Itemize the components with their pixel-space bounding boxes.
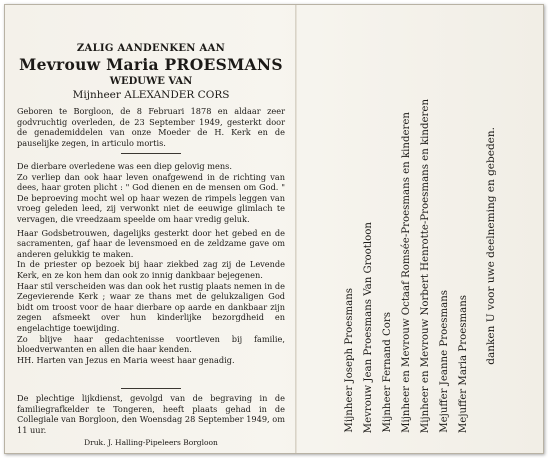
family-member: Mijnheer en Mevrouw Octaaf Romsée-Proesmans en kinderen [401,112,412,433]
printer-credit: Druk. J. Halling-Pipeleers Borgloon [84,438,218,447]
deceased-name: Mevrouw Maria PROESMANS [19,55,283,74]
body-paragraph: Haar stil verscheiden was dan ook het rustig plaats nemen in de Zegevierende Kerk ; waar ze thans met de gelukzaligen God bidt om troost voor de haar dierbare op aarde en dankbaar zijn zegen afsmeekt over hun kinderlijke bezorgdheid en engelachtige toewijding. [17,280,285,333]
left-panel [15,5,287,453]
family-member: Mejuffer Jeanne Proesmans [439,290,450,433]
body-paragraph: Haar Godsbetrouwen, dagelijks gesterkt door het gebed en de sacramenten, gaf haar de levensmoed en de zeldzame gave om anderen gelukkig te maken. [17,227,285,259]
body-paragraph: In de priester op bezoek bij haar ziekbed zag zij de Levende Kerk, en ze kon hem dan ook zo innig dankbaar bejegenen. [17,259,285,280]
fold-line [295,5,297,453]
body-paragraph: Zo blijve haar gedachtenisse voortleven bij familie, bloedverwanten en allen die haar kenden. [17,333,285,355]
family-member: Mijnheer en Mevrouw Norbert Henrotte-Proesmans en kinderen [420,98,431,433]
biography-paragraph: Geboren te Borgloon, de 8 Februari 1878 en aldaar zeer godvruchtig overleden, de 23 September 1949, gesterkt door de genademiddelen van onze Moeder de H. Kerk en de pauselijke zegen, in articulo mortis. [17,106,285,148]
thanks-line: danken U voor uwe deelneming en gebeden. [485,127,497,365]
in-memory-heading: ZALIG AANDENKEN AAN [76,43,226,54]
widow-of-label: WEDUWE VAN [109,76,193,87]
prayer-line: HH. Harten van Jezus en Maria weest haar genadig. [17,354,235,365]
separator-rule [121,153,181,154]
family-member: Mijnheer Fernand Cors [382,312,393,433]
body-paragraph: Zo verliep dan ook haar leven onafgewend in de richting van dees, haar groten plicht : " God dienen en de mensen om God. " De beproeving mocht wel op haar wezen de rimpels leggen van vroeg geleden leed, zij verwonkt niet de eeuwige glimlach te vervagen, die vreedzaam speelde om haar vredig geluk. [17,171,285,224]
body-paragraph: De dierbare overledene was een diep gelovig mens. [17,161,232,171]
family-member: Mevrouw Jean Proesmans Van Grootloon [363,221,374,433]
husband-name: Mijnheer ALEXANDER CORS [72,89,230,101]
memorial-card [4,4,544,454]
funeral-paragraph: De plechtige lijkdienst, gevolgd van de begraving in de familiegrafkelder te Tongeren, heeft plaats gehad in de Collegiale van Borgloon, den Woensdag 28 September 1949, om 11 uur. [17,393,285,435]
family-member: Mijnheer Joseph Proesmans [344,288,355,433]
family-member: Mejuffer Maria Proesmans [458,294,469,433]
body-text [17,161,285,365]
separator-rule [121,388,181,389]
